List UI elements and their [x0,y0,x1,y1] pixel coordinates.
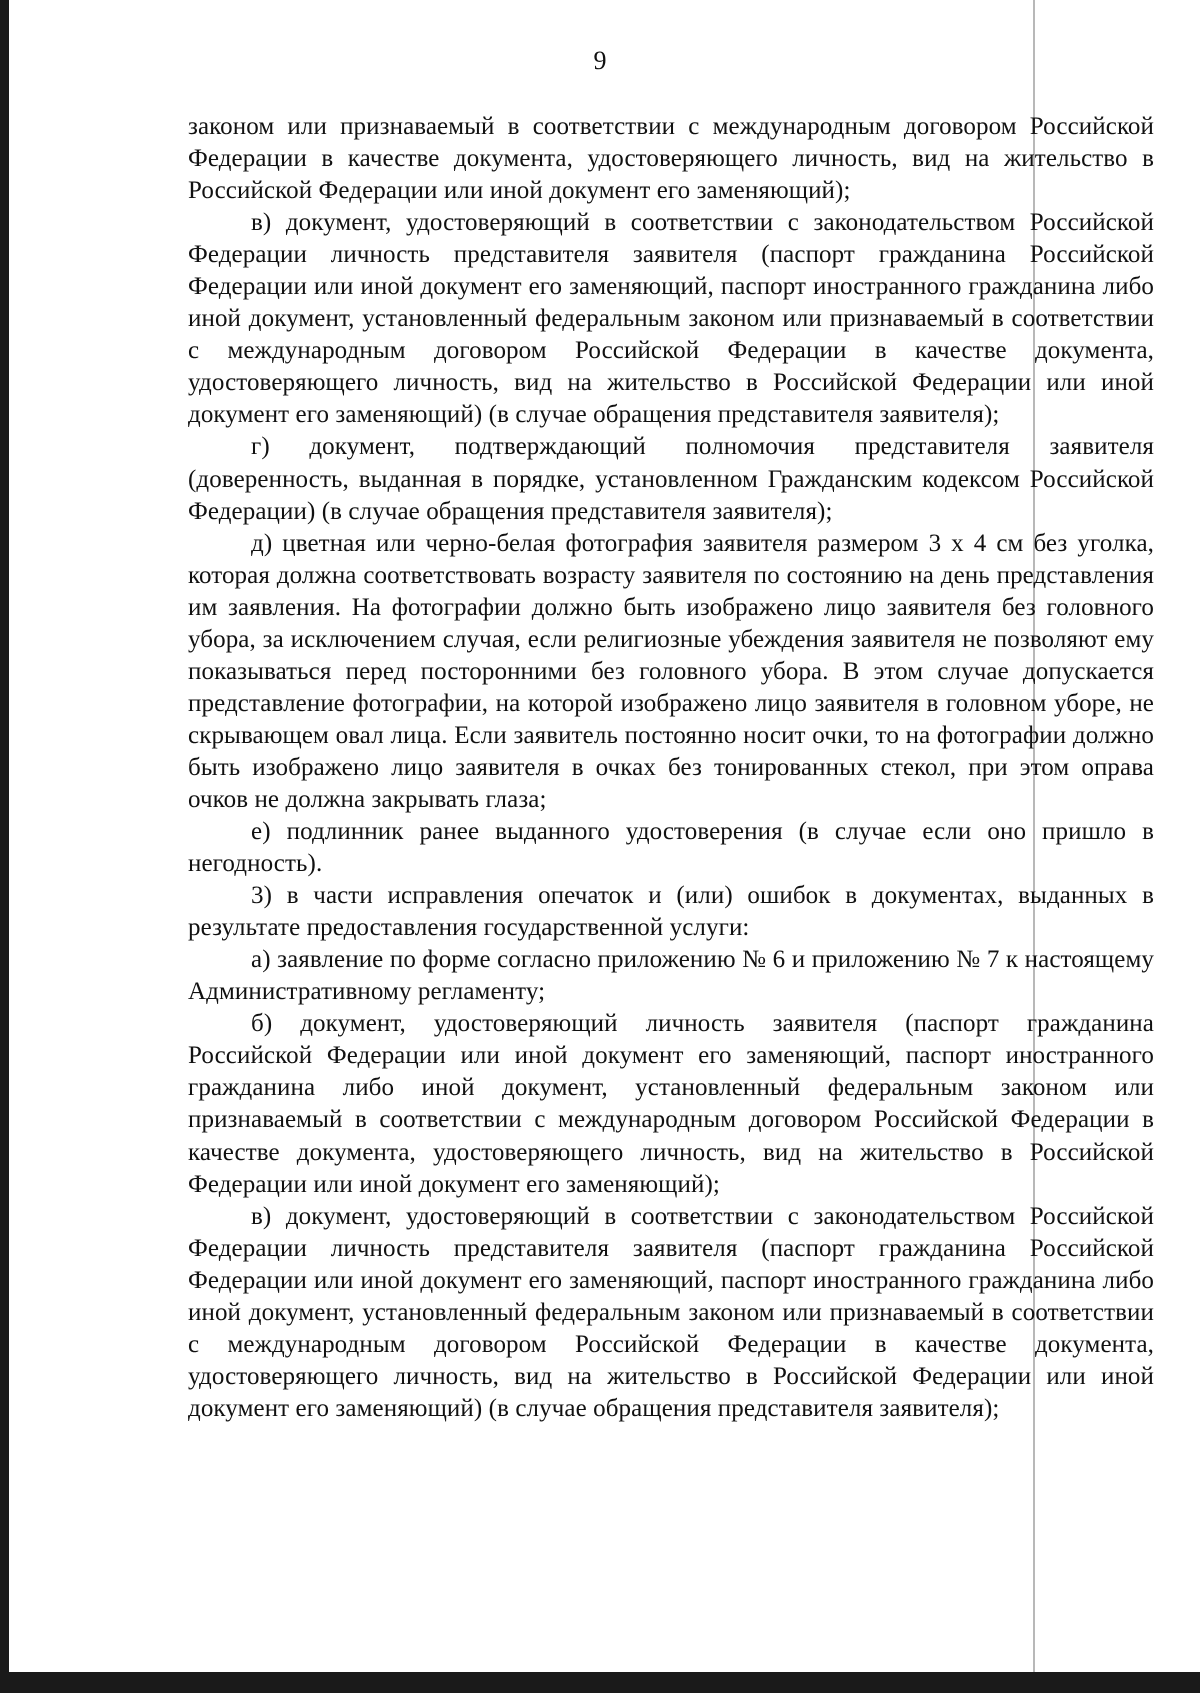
paragraph-section-3-corrections: 3) в части исправления опечаток и (или) ошибок в документах, выданных в результате предоставления государственной услуги: [188,882,1154,942]
paragraph-item-v-representative-id-repeat: в) документ, удостоверяющий в соответствии с законодательством Российской Федерации личность представителя заявителя (паспорт гражданина Российской Федерации или иной документ его заменяющий, паспорт иностранного гражданина либо иной документ, установленный федеральным законом или признаваемый в соответствии с международным договором Российской Федерации в качестве документа, удостоверяющего личность, вид на жительство в Российской Федерации или иной документ его заменяющий) (в случае обращения представителя заявителя); [188,1202,1154,1422]
paragraph-item-b-applicant-id: б) документ, удостоверяющий личность заявителя (паспорт гражданина Российской Федерации или иной документ его заменяющий, паспорт иностранного гражданина либо иной документ, установленный федеральным законом или признаваемый в соответствии с международным договором Российской Федерации в качестве документа, удостоверяющего личность, вид на жительство в Российской Федерации или иной документ его заменяющий); [188,1010,1154,1198]
paragraph-continuation: законом или признаваемый в соответствии с международным договором Российской Федерации в качестве документа, удостоверяющего личность, вид на жительство в Российской Федерации или иной документ его заменяющий); [188,113,1154,205]
scan-bottom-border [0,1672,1200,1693]
paragraph-item-v-representative-id: в) документ, удостоверяющий в соответствии с законодательством Российской Федерации личность представителя заявителя (паспорт гражданина Российской Федерации или иной документ его заменяющий, паспорт иностранного гражданина либо иной документ, установленный федеральным законом или признаваемый в соответствии с международным договором Российской Федерации в качестве документа, удостоверяющего личность, вид на жительство в Российской Федерации или иной документ его заменяющий) (в случае обращения представителя заявителя); [188,209,1154,429]
document-body [188,111,1154,1425]
scan-left-border [0,0,9,1693]
paragraph-item-d-photograph: д) цветная или черно-белая фотография заявителя размером 3 x 4 см без уголка, которая должна соответствовать возрасту заявителя по состоянию на день представления им заявления. На фотографии должно быть изображено лицо заявителя без головного убора, за исключением случая, если религиозные убеждения заявителя не позволяют ему показываться перед посторонними без головного убора. В этом случае допускается представление фотографии, на которой изображено лицо заявителя в головном уборе, не скрывающем овал лица. Если заявитель постоянно носит очки, то на фотографии должно быть изображено лицо заявителя в очках без тонированных стекол, при этом оправа очков не должна закрывать глаза; [188,529,1154,813]
paragraph-item-a-application-form: а) заявление по форме согласно приложению № 6 и приложению № 7 к настоящему Административному регламенту; [188,946,1154,1006]
page-number: 9 [593,46,607,75]
paragraph-item-g-power-of-attorney: г) документ, подтверждающий полномочия представителя заявителя (доверенность, выданная в порядке, установленном Гражданским кодексом Российской Федерации) (в случае обращения представителя заявителя); [188,433,1154,525]
paragraph-item-e-original-certificate: е) подлинник ранее выданного удостоверения (в случае если оно пришло в негодность). [188,818,1154,878]
